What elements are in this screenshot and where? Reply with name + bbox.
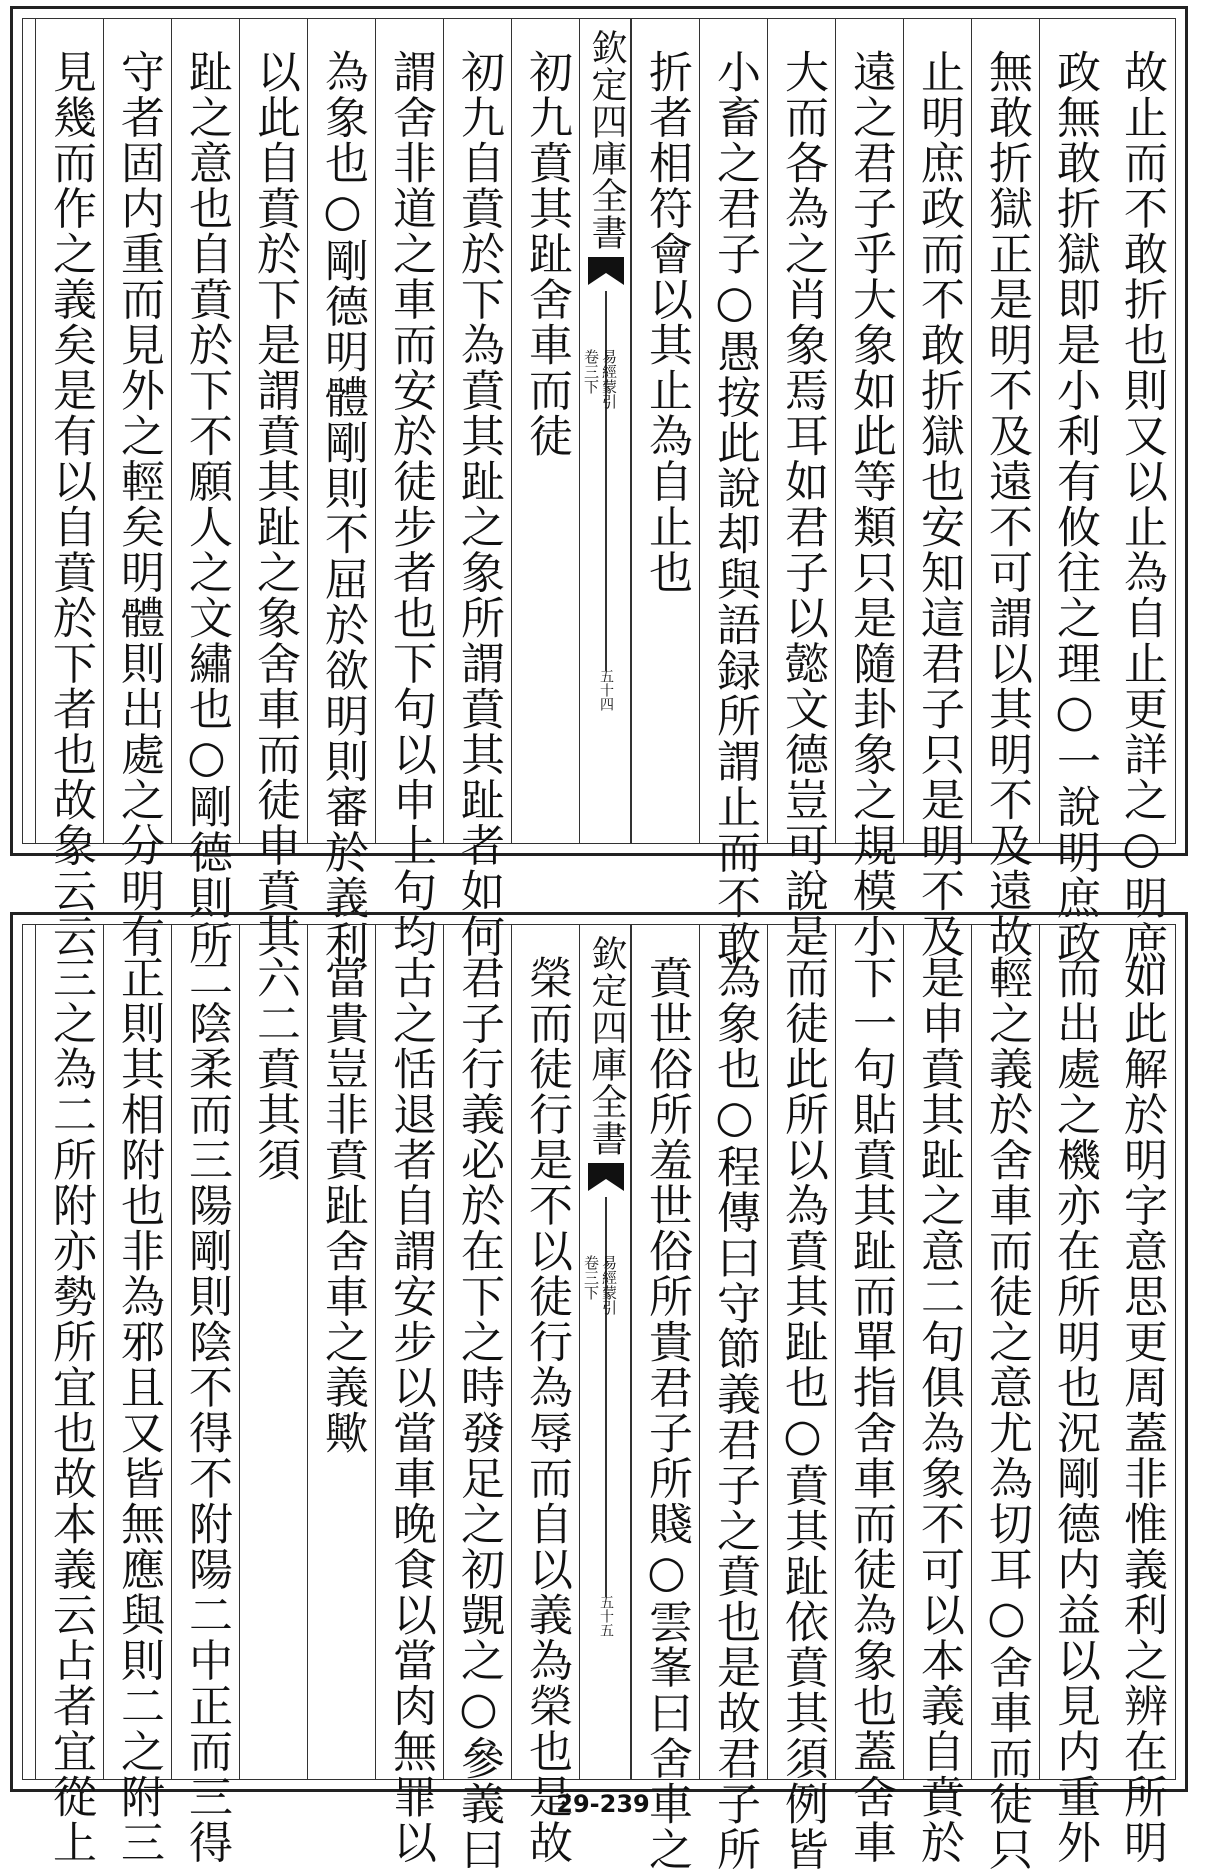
book-series-title: 欽定四庫全書 xyxy=(586,935,627,1157)
book-title: 易經蒙引 xyxy=(600,349,618,409)
text-column: 為象也○剛德明體剛則不屈於欲明則審於義利 xyxy=(307,19,375,843)
folio-number: 五十五 xyxy=(598,1595,614,1637)
text-column: 謂舍非道之車而安於徒步者也下句以申上句均 xyxy=(375,19,443,843)
text-column: 而出處之機亦在所明也況剛德内益以見内重外 xyxy=(1039,925,1107,1779)
text-column: 故止而不敢折也則又以止為自止更詳之○明庶 xyxy=(1116,49,1167,966)
center-fold xyxy=(579,19,631,843)
text-column: 止明庶政而不敢折獄也安知這君子只是明不及 xyxy=(903,19,971,843)
center-fold xyxy=(579,925,631,1779)
fish-tail-icon xyxy=(586,255,626,295)
fold-line xyxy=(605,291,607,671)
text-column: 正則其相附也非為邪且又皆無應與則二之附三 xyxy=(103,925,171,1779)
volume-label: 卷三下 xyxy=(582,1255,600,1300)
text-column: 當貴豈非賁趾舍車之義歟 xyxy=(307,925,375,1779)
page-number: 29-239 xyxy=(556,1790,650,1818)
text-column: 遠之君子乎大象如此等類只是隨卦象之規模小 xyxy=(835,19,903,843)
text-column: 君子行義必於在下之時發足之初覬之○參義曰 xyxy=(443,925,511,1779)
text-column: 小畜之君子○愚按此說却與語録所謂止而不敢 xyxy=(699,19,767,843)
text-column: 下一句貼賁其趾而單指舍車而徒為象也蓋舍車 xyxy=(835,925,903,1779)
text-column: 如此解於明字意思更周蓋非惟義利之辨在所明 xyxy=(1116,955,1167,1865)
section-heading: 六二賁其須 xyxy=(239,925,307,1779)
book-series-title: 欽定四庫全書 xyxy=(586,29,627,251)
text-column: 初九自賁於下為賁其趾之象所謂賁其趾者如何 xyxy=(443,19,511,843)
book-title: 易經蒙引 xyxy=(600,1255,618,1315)
fish-tail-icon xyxy=(586,1161,626,1201)
text-column: 而徒此所以為賁其趾也○賁其趾依賁其須例皆 xyxy=(767,925,835,1779)
section-heading: 初九賁其趾舍車而徒 xyxy=(511,19,579,843)
text-column: 折者相符會以其止為自止也 xyxy=(631,19,699,843)
text-column: 為象也○程傳曰守節義君子之賁也是故君子所 xyxy=(699,925,767,1779)
text-column: 賁世俗所羞世俗所貴君子所賤○雲峯曰舍車之 xyxy=(631,925,699,1779)
text-column: 守者固内重而見外之輕矣明體則出處之分明有 xyxy=(103,19,171,843)
text-column: 榮而徒行是不以徒行為辱而自以義為榮也是故 xyxy=(511,925,579,1779)
text-column: 輕之義於舍車而徒之意尤為切耳○舍車而徒只 xyxy=(971,925,1039,1779)
folio-number: 五十四 xyxy=(598,669,614,711)
top-page-frame xyxy=(22,18,1176,966)
text-column: 趾之意也自賁於下不願人之文繡也○剛德則所 xyxy=(171,19,239,843)
text-column: 大而各為之肖象焉耳如君子以懿文德豈可說是 xyxy=(767,19,835,843)
text-column: 古之恬退者自謂安步以當車晚食以當肉無罪以 xyxy=(375,925,443,1779)
top-page xyxy=(10,6,1188,966)
text-column: 三之為二所附亦勢所宜也故本義云占者宜從上 xyxy=(35,925,103,1779)
text-column: 以此自賁於下是謂賁其趾之象舍車而徒申賁其 xyxy=(239,19,307,843)
volume-label: 卷三下 xyxy=(582,349,600,394)
text-column: 政無敢折獄即是小利有攸往之理○一說明庶政 xyxy=(1039,19,1107,843)
text-column: 見幾而作之義矣是有以自賁於下者也故象云云 xyxy=(35,19,103,843)
text-column: 無敢折獄正是明不及遠不可謂以其明不及遠故 xyxy=(971,19,1039,843)
text-column: 二陰柔而三陽剛則陰不得不附陽二中正而三得 xyxy=(171,925,239,1779)
text-column: 是申賁其趾之意二句俱為象不可以本義自賁於 xyxy=(903,925,971,1779)
